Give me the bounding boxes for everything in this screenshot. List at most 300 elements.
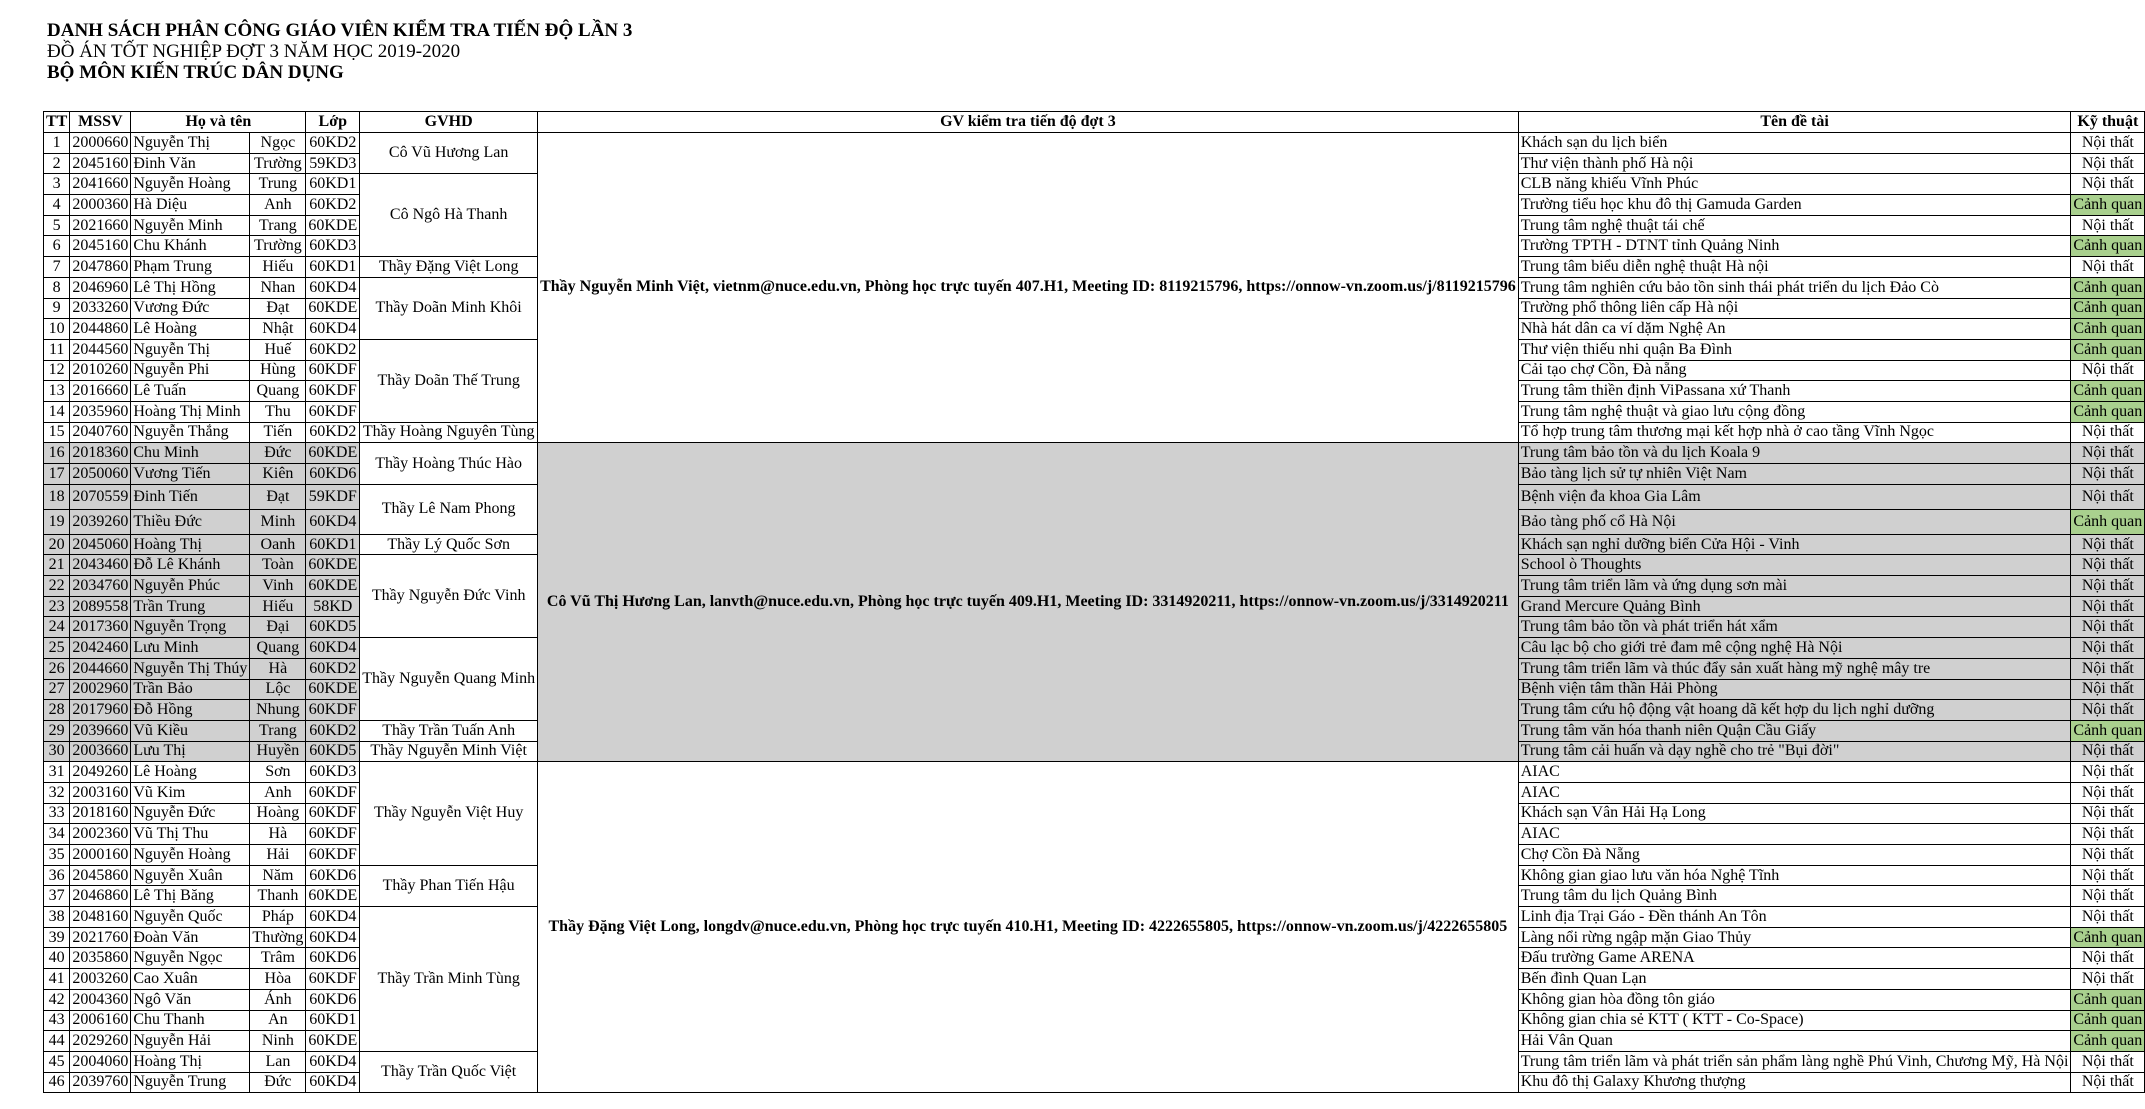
cell-lop: 60KD6 bbox=[306, 865, 360, 886]
cell-ky-thuat: Nội thất bbox=[2071, 782, 2145, 803]
cell-ten-de-tai: Thư viện thành phố Hà nội bbox=[1518, 153, 2071, 174]
cell-ky-thuat: Cảnh quan bbox=[2071, 401, 2145, 422]
cell-tt: 25 bbox=[44, 638, 70, 659]
cell-ten-de-tai: School ò Thoughts bbox=[1518, 555, 2071, 576]
cell-ky-thuat: Nội thất bbox=[2071, 886, 2145, 907]
cell-ten: Hùng bbox=[250, 360, 306, 381]
cell-lop: 60KD3 bbox=[306, 762, 360, 783]
cell-ky-thuat: Nội thất bbox=[2071, 596, 2145, 617]
cell-mssv: 2039760 bbox=[70, 1072, 131, 1093]
cell-ky-thuat: Nội thất bbox=[2071, 1051, 2145, 1072]
cell-ho: Đoàn Văn bbox=[131, 927, 250, 948]
cell-ten: Anh bbox=[250, 782, 306, 803]
cell-ten-de-tai: Trung tâm triển lãm và phát triển sản phẩm làng nghề Phú Vinh, Chương Mỹ, Hà Nội bbox=[1518, 1051, 2071, 1072]
cell-ky-thuat: Nội thất bbox=[2071, 1072, 2145, 1093]
title-line-3: BỘ MÔN KIẾN TRÚC DÂN DỤNG bbox=[47, 62, 344, 83]
cell-ho: Chu Thanh bbox=[131, 1010, 250, 1031]
cell-ho: Nguyễn Hoàng bbox=[131, 174, 250, 195]
cell-ten: Anh bbox=[250, 195, 306, 216]
cell-mssv: 2000660 bbox=[70, 133, 131, 154]
cell-ten: Hiếu bbox=[250, 596, 306, 617]
cell-tt: 30 bbox=[44, 741, 70, 762]
cell-tt: 28 bbox=[44, 700, 70, 721]
cell-lop: 60KDF bbox=[306, 845, 360, 866]
cell-lop: 60KD6 bbox=[306, 948, 360, 969]
cell-ten: Lộc bbox=[250, 679, 306, 700]
cell-ten-de-tai: Không gian hòa đồng tôn giáo bbox=[1518, 989, 2071, 1010]
cell-ho: Nguyễn Thị Thúy bbox=[131, 658, 250, 679]
cell-ho: Cao Xuân bbox=[131, 969, 250, 990]
cell-tt: 22 bbox=[44, 576, 70, 597]
cell-ten-de-tai: Bảo tàng lịch sử tự nhiên Việt Nam bbox=[1518, 464, 2071, 485]
cell-mssv: 2070559 bbox=[70, 484, 131, 509]
cell-mssv: 2000160 bbox=[70, 845, 131, 866]
cell-ten: Trâm bbox=[250, 948, 306, 969]
cell-ten: Hiếu bbox=[250, 257, 306, 278]
cell-lop: 60KD2 bbox=[306, 339, 360, 360]
cell-lop: 60KD2 bbox=[306, 422, 360, 443]
cell-gv-kiem-tra: Thầy Nguyễn Minh Việt, vietnm@nuce.edu.vn, Phòng học trực tuyến 407.H1, Meeting ID: 8119215796, https://onnow-vn.zoom.us/j/8119215796 bbox=[538, 133, 1519, 443]
cell-ten-de-tai: Trường TPTH - DTNT tỉnh Quảng Ninh bbox=[1518, 236, 2071, 257]
cell-tt: 36 bbox=[44, 865, 70, 886]
cell-ten: Nhật bbox=[250, 319, 306, 340]
cell-gvhd: Thầy Nguyễn Minh Việt bbox=[360, 741, 538, 762]
cell-ky-thuat: Cảnh quan bbox=[2071, 298, 2145, 319]
cell-ho: Lê Tuấn bbox=[131, 381, 250, 402]
header-tt: TT bbox=[44, 112, 70, 133]
cell-gvhd: Thầy Đặng Việt Long bbox=[360, 257, 538, 278]
cell-ten-de-tai: Nhà hát dân ca ví dặm Nghệ An bbox=[1518, 319, 2071, 340]
cell-ho: Vương Tiến bbox=[131, 464, 250, 485]
cell-ky-thuat: Nội thất bbox=[2071, 360, 2145, 381]
cell-mssv: 2021760 bbox=[70, 927, 131, 948]
cell-mssv: 2003660 bbox=[70, 741, 131, 762]
cell-lop: 60KD1 bbox=[306, 257, 360, 278]
title-block bbox=[47, 20, 632, 83]
cell-ho: Nguyễn Phúc bbox=[131, 576, 250, 597]
cell-ho: Đỗ Hồng bbox=[131, 700, 250, 721]
cell-ten-de-tai: Chợ Cồn Đà Nẵng bbox=[1518, 845, 2071, 866]
cell-ten-de-tai: Trung tâm thiền định ViPassana xứ Thanh bbox=[1518, 381, 2071, 402]
cell-mssv: 2004060 bbox=[70, 1051, 131, 1072]
cell-tt: 31 bbox=[44, 762, 70, 783]
cell-ten: Hà bbox=[250, 824, 306, 845]
cell-gv-kiem-tra: Cô Vũ Thị Hương Lan, lanvth@nuce.edu.vn, Phòng học trực tuyến 409.H1, Meeting ID: 3314920211, https://onnow-vn.zoom.us/j/3314920211 bbox=[538, 443, 1519, 762]
cell-ten: Đạt bbox=[250, 484, 306, 509]
cell-ten: Đức bbox=[250, 443, 306, 464]
cell-ho: Nguyễn Thắng bbox=[131, 422, 250, 443]
cell-ky-thuat: Nội thất bbox=[2071, 555, 2145, 576]
cell-ten-de-tai: Hải Vân Quan bbox=[1518, 1031, 2071, 1052]
cell-tt: 46 bbox=[44, 1072, 70, 1093]
cell-mssv: 2046960 bbox=[70, 277, 131, 298]
cell-ten-de-tai: Cải tạo chợ Cồn, Đà nẵng bbox=[1518, 360, 2071, 381]
cell-lop: 60KDE bbox=[306, 679, 360, 700]
cell-ten: Tiến bbox=[250, 422, 306, 443]
cell-mssv: 2000360 bbox=[70, 195, 131, 216]
cell-ho: Thiều Đức bbox=[131, 509, 250, 534]
cell-ten: Đại bbox=[250, 617, 306, 638]
cell-ky-thuat: Nội thất bbox=[2071, 576, 2145, 597]
cell-mssv: 2049260 bbox=[70, 762, 131, 783]
cell-mssv: 2006160 bbox=[70, 1010, 131, 1031]
cell-ten-de-tai: Grand Mercure Quảng Bình bbox=[1518, 596, 2071, 617]
cell-mssv: 2010260 bbox=[70, 360, 131, 381]
cell-ho: Nguyễn Đức bbox=[131, 803, 250, 824]
cell-ho: Nguyễn Ngọc bbox=[131, 948, 250, 969]
cell-ten: Trường bbox=[250, 153, 306, 174]
cell-ten-de-tai: Khu đô thị Galaxy Khương thượng bbox=[1518, 1072, 2071, 1093]
cell-ky-thuat: Nội thất bbox=[2071, 865, 2145, 886]
cell-mssv: 2017960 bbox=[70, 700, 131, 721]
cell-lop: 60KDF bbox=[306, 969, 360, 990]
cell-ky-thuat: Cảnh quan bbox=[2071, 381, 2145, 402]
table-row bbox=[44, 443, 2145, 464]
cell-ky-thuat: Nội thất bbox=[2071, 534, 2145, 555]
cell-tt: 2 bbox=[44, 153, 70, 174]
cell-ho: Vương Đức bbox=[131, 298, 250, 319]
cell-ho: Hà Diệu bbox=[131, 195, 250, 216]
cell-ten: Trang bbox=[250, 215, 306, 236]
cell-lop: 60KDF bbox=[306, 401, 360, 422]
cell-ten: Thường bbox=[250, 927, 306, 948]
cell-tt: 38 bbox=[44, 907, 70, 928]
cell-ten-de-tai: Trung tâm bảo tồn và du lịch Koala 9 bbox=[1518, 443, 2071, 464]
cell-gvhd: Thầy Trần Quốc Việt bbox=[360, 1051, 538, 1092]
cell-gvhd: Thầy Phan Tiến Hậu bbox=[360, 865, 538, 906]
cell-ho: Nguyễn Hải bbox=[131, 1031, 250, 1052]
cell-tt: 9 bbox=[44, 298, 70, 319]
cell-ten: Hải bbox=[250, 845, 306, 866]
cell-ten-de-tai: Khách sạn du lịch biển bbox=[1518, 133, 2071, 154]
cell-ky-thuat: Cảnh quan bbox=[2071, 927, 2145, 948]
cell-ky-thuat: Nội thất bbox=[2071, 907, 2145, 928]
cell-tt: 37 bbox=[44, 886, 70, 907]
cell-ho: Nguyễn Phi bbox=[131, 360, 250, 381]
cell-tt: 45 bbox=[44, 1051, 70, 1072]
cell-tt: 11 bbox=[44, 339, 70, 360]
cell-ho: Ngô Văn bbox=[131, 989, 250, 1010]
cell-tt: 21 bbox=[44, 555, 70, 576]
cell-ho: Hoàng Thị bbox=[131, 534, 250, 555]
cell-ten: Vinh bbox=[250, 576, 306, 597]
cell-ho: Lưu Thị bbox=[131, 741, 250, 762]
cell-lop: 60KDE bbox=[306, 555, 360, 576]
cell-lop: 60KDF bbox=[306, 803, 360, 824]
cell-lop: 60KDF bbox=[306, 824, 360, 845]
cell-ky-thuat: Cảnh quan bbox=[2071, 236, 2145, 257]
cell-ky-thuat: Nội thất bbox=[2071, 443, 2145, 464]
cell-lop: 60KD4 bbox=[306, 907, 360, 928]
cell-tt: 23 bbox=[44, 596, 70, 617]
cell-ten: Ngọc bbox=[250, 133, 306, 154]
cell-mssv: 2033260 bbox=[70, 298, 131, 319]
cell-mssv: 2039260 bbox=[70, 509, 131, 534]
cell-tt: 8 bbox=[44, 277, 70, 298]
cell-ho: Vũ Kiều bbox=[131, 720, 250, 741]
cell-ten-de-tai: Trường tiểu học khu đô thị Gamuda Garden bbox=[1518, 195, 2071, 216]
cell-tt: 3 bbox=[44, 174, 70, 195]
cell-ho: Nguyễn Trọng bbox=[131, 617, 250, 638]
cell-ten-de-tai: Không gian giao lưu văn hóa Nghệ Tĩnh bbox=[1518, 865, 2071, 886]
cell-tt: 4 bbox=[44, 195, 70, 216]
cell-lop: 60KDF bbox=[306, 700, 360, 721]
cell-ten-de-tai: Làng nổi rừng ngập mặn Giao Thủy bbox=[1518, 927, 2071, 948]
header-ky-thuat: Kỹ thuật bbox=[2071, 112, 2145, 133]
cell-ten: Hà bbox=[250, 658, 306, 679]
cell-ho: Lê Thị Băng bbox=[131, 886, 250, 907]
cell-tt: 27 bbox=[44, 679, 70, 700]
cell-gvhd: Cô Ngô Hà Thanh bbox=[360, 174, 538, 257]
cell-ky-thuat: Nội thất bbox=[2071, 215, 2145, 236]
cell-lop: 60KD2 bbox=[306, 133, 360, 154]
cell-tt: 35 bbox=[44, 845, 70, 866]
cell-tt: 20 bbox=[44, 534, 70, 555]
cell-ten-de-tai: Trung tâm nghiên cứu bảo tồn sinh thái phát triển du lịch Đảo Cò bbox=[1518, 277, 2071, 298]
cell-tt: 40 bbox=[44, 948, 70, 969]
cell-lop: 60KD4 bbox=[306, 277, 360, 298]
cell-mssv: 2089558 bbox=[70, 596, 131, 617]
cell-lop: 60KDF bbox=[306, 360, 360, 381]
cell-ten: Huế bbox=[250, 339, 306, 360]
cell-gvhd: Thầy Trần Minh Tùng bbox=[360, 907, 538, 1052]
cell-ten: Năm bbox=[250, 865, 306, 886]
cell-mssv: 2003160 bbox=[70, 782, 131, 803]
cell-ho: Vũ Kim bbox=[131, 782, 250, 803]
cell-mssv: 2040760 bbox=[70, 422, 131, 443]
cell-ky-thuat: Cảnh quan bbox=[2071, 195, 2145, 216]
cell-gvhd: Thầy Lê Nam Phong bbox=[360, 484, 538, 534]
cell-ten-de-tai: Tổ hợp trung tâm thương mại kết hợp nhà ở cao tầng Vĩnh Ngọc bbox=[1518, 422, 2071, 443]
cell-ten-de-tai: Trung tâm bảo tồn và phát triển hát xẩm bbox=[1518, 617, 2071, 638]
cell-lop: 60KD4 bbox=[306, 1051, 360, 1072]
cell-lop: 60KD6 bbox=[306, 989, 360, 1010]
cell-ho: Đinh Tiến bbox=[131, 484, 250, 509]
header-gvhd: GVHD bbox=[360, 112, 538, 133]
cell-ky-thuat: Nội thất bbox=[2071, 617, 2145, 638]
cell-tt: 18 bbox=[44, 484, 70, 509]
cell-ten: Sơn bbox=[250, 762, 306, 783]
cell-ho: Chu Khánh bbox=[131, 236, 250, 257]
cell-ten: Trung bbox=[250, 174, 306, 195]
cell-ten-de-tai: CLB năng khiếu Vĩnh Phúc bbox=[1518, 174, 2071, 195]
cell-ten: Quang bbox=[250, 638, 306, 659]
cell-ten-de-tai: Trường phổ thông liên cấp Hà nội bbox=[1518, 298, 2071, 319]
cell-ten-de-tai: Thư viện thiếu nhi quận Ba Đình bbox=[1518, 339, 2071, 360]
cell-gv-kiem-tra: Thầy Đặng Việt Long, longdv@nuce.edu.vn, Phòng học trực tuyến 410.H1, Meeting ID: 4222655805, https://onnow-vn.zoom.us/j/4222655805 bbox=[538, 762, 1519, 1093]
cell-mssv: 2044660 bbox=[70, 658, 131, 679]
cell-tt: 6 bbox=[44, 236, 70, 257]
cell-gvhd: Thầy Nguyễn Quang Minh bbox=[360, 638, 538, 721]
cell-gvhd: Thầy Hoàng Thúc Hào bbox=[360, 443, 538, 484]
cell-mssv: 2045860 bbox=[70, 865, 131, 886]
cell-ky-thuat: Nội thất bbox=[2071, 948, 2145, 969]
cell-lop: 60KD1 bbox=[306, 174, 360, 195]
cell-ky-thuat: Nội thất bbox=[2071, 824, 2145, 845]
cell-ho: Hoàng Thị bbox=[131, 1051, 250, 1072]
cell-ten: Đạt bbox=[250, 298, 306, 319]
cell-ho: Lê Hoàng bbox=[131, 762, 250, 783]
cell-ten-de-tai: AIAC bbox=[1518, 762, 2071, 783]
cell-ten: Toàn bbox=[250, 555, 306, 576]
cell-mssv: 2018160 bbox=[70, 803, 131, 824]
cell-mssv: 2002960 bbox=[70, 679, 131, 700]
cell-tt: 24 bbox=[44, 617, 70, 638]
assignment-table bbox=[43, 111, 2145, 1093]
cell-ten-de-tai: Bệnh viện đa khoa Gia Lâm bbox=[1518, 484, 2071, 509]
cell-lop: 60KDE bbox=[306, 576, 360, 597]
cell-mssv: 2046860 bbox=[70, 886, 131, 907]
cell-ky-thuat: Cảnh quan bbox=[2071, 319, 2145, 340]
cell-mssv: 2044860 bbox=[70, 319, 131, 340]
cell-ky-thuat: Cảnh quan bbox=[2071, 1031, 2145, 1052]
cell-ten-de-tai: Trung tâm triển lãm và ứng dụng sơn mài bbox=[1518, 576, 2071, 597]
cell-ky-thuat: Nội thất bbox=[2071, 133, 2145, 154]
cell-ten: Trang bbox=[250, 720, 306, 741]
cell-lop: 60KD5 bbox=[306, 741, 360, 762]
cell-ho: Nguyễn Quốc bbox=[131, 907, 250, 928]
cell-ky-thuat: Nội thất bbox=[2071, 762, 2145, 783]
cell-tt: 33 bbox=[44, 803, 70, 824]
cell-lop: 60KD4 bbox=[306, 319, 360, 340]
cell-gvhd: Thầy Nguyễn Đức Vinh bbox=[360, 555, 538, 638]
cell-ten-de-tai: Bến đình Quan Lạn bbox=[1518, 969, 2071, 990]
cell-ten: Oanh bbox=[250, 534, 306, 555]
table-row bbox=[44, 133, 2145, 154]
cell-mssv: 2034760 bbox=[70, 576, 131, 597]
cell-ten: Ánh bbox=[250, 989, 306, 1010]
cell-ten-de-tai: Trung tâm nghệ thuật và giao lưu cộng đồng bbox=[1518, 401, 2071, 422]
cell-ten-de-tai: Trung tâm văn hóa thanh niên Quận Cầu Giấy bbox=[1518, 720, 2071, 741]
cell-ten: Pháp bbox=[250, 907, 306, 928]
cell-tt: 29 bbox=[44, 720, 70, 741]
cell-ky-thuat: Nội thất bbox=[2071, 803, 2145, 824]
cell-tt: 13 bbox=[44, 381, 70, 402]
cell-ten: Huyền bbox=[250, 741, 306, 762]
cell-tt: 41 bbox=[44, 969, 70, 990]
cell-ho: Hoàng Thị Minh bbox=[131, 401, 250, 422]
cell-ten: Hòa bbox=[250, 969, 306, 990]
cell-gvhd: Thầy Doãn Minh Khôi bbox=[360, 277, 538, 339]
cell-gvhd: Thầy Nguyễn Việt Huy bbox=[360, 762, 538, 865]
cell-ky-thuat: Nội thất bbox=[2071, 845, 2145, 866]
cell-ky-thuat: Cảnh quan bbox=[2071, 509, 2145, 534]
cell-ten: Ninh bbox=[250, 1031, 306, 1052]
cell-tt: 19 bbox=[44, 509, 70, 534]
cell-gvhd: Thầy Hoàng Nguyên Tùng bbox=[360, 422, 538, 443]
cell-ky-thuat: Cảnh quan bbox=[2071, 277, 2145, 298]
cell-lop: 60KDE bbox=[306, 1031, 360, 1052]
cell-lop: 60KD2 bbox=[306, 720, 360, 741]
cell-lop: 60KD1 bbox=[306, 534, 360, 555]
cell-lop: 60KDF bbox=[306, 782, 360, 803]
cell-tt: 5 bbox=[44, 215, 70, 236]
cell-ten-de-tai: Trung tâm cứu hộ động vật hoang dã kết hợp du lịch nghỉ dưỡng bbox=[1518, 700, 2071, 721]
cell-ky-thuat: Nội thất bbox=[2071, 741, 2145, 762]
cell-ho: Trần Trung bbox=[131, 596, 250, 617]
cell-mssv: 2039660 bbox=[70, 720, 131, 741]
cell-mssv: 2044560 bbox=[70, 339, 131, 360]
cell-tt: 26 bbox=[44, 658, 70, 679]
cell-tt: 14 bbox=[44, 401, 70, 422]
cell-mssv: 2018360 bbox=[70, 443, 131, 464]
cell-mssv: 2041660 bbox=[70, 174, 131, 195]
cell-ten: Trường bbox=[250, 236, 306, 257]
cell-ky-thuat: Nội thất bbox=[2071, 153, 2145, 174]
cell-ky-thuat: Nội thất bbox=[2071, 969, 2145, 990]
cell-ky-thuat: Nội thất bbox=[2071, 658, 2145, 679]
cell-ho: Chu Minh bbox=[131, 443, 250, 464]
cell-ten-de-tai: AIAC bbox=[1518, 782, 2071, 803]
cell-ten: An bbox=[250, 1010, 306, 1031]
cell-lop: 60KD6 bbox=[306, 464, 360, 485]
cell-ten: Minh bbox=[250, 509, 306, 534]
cell-tt: 42 bbox=[44, 989, 70, 1010]
cell-lop: 59KDF bbox=[306, 484, 360, 509]
cell-ky-thuat: Nội thất bbox=[2071, 257, 2145, 278]
cell-tt: 16 bbox=[44, 443, 70, 464]
cell-ten-de-tai: Bệnh viện tâm thần Hải Phòng bbox=[1518, 679, 2071, 700]
cell-tt: 34 bbox=[44, 824, 70, 845]
cell-gvhd: Thầy Doãn Thế Trung bbox=[360, 339, 538, 422]
cell-ten-de-tai: Trung tâm du lịch Quảng Bình bbox=[1518, 886, 2071, 907]
cell-ho: Nguyễn Thị bbox=[131, 133, 250, 154]
cell-tt: 43 bbox=[44, 1010, 70, 1031]
cell-ho: Đỗ Lê Khánh bbox=[131, 555, 250, 576]
cell-lop: 60KD4 bbox=[306, 927, 360, 948]
cell-ten-de-tai: Trung tâm triển lãm và thúc đẩy sản xuất hàng mỹ nghệ mây tre bbox=[1518, 658, 2071, 679]
cell-mssv: 2042460 bbox=[70, 638, 131, 659]
cell-ky-thuat: Nội thất bbox=[2071, 700, 2145, 721]
cell-lop: 60KD4 bbox=[306, 1072, 360, 1093]
cell-ky-thuat: Cảnh quan bbox=[2071, 339, 2145, 360]
cell-ten-de-tai: Trung tâm biểu diễn nghệ thuật Hà nội bbox=[1518, 257, 2071, 278]
cell-mssv: 2029260 bbox=[70, 1031, 131, 1052]
cell-gvhd: Thầy Trần Tuấn Anh bbox=[360, 720, 538, 741]
cell-ky-thuat: Cảnh quan bbox=[2071, 989, 2145, 1010]
cell-ten-de-tai: Trung tâm cải huấn và dạy nghề cho trẻ "Bụi đời" bbox=[1518, 741, 2071, 762]
cell-tt: 10 bbox=[44, 319, 70, 340]
cell-tt: 7 bbox=[44, 257, 70, 278]
cell-ten-de-tai: Không gian chia sẻ KTT ( KTT - Co-Space) bbox=[1518, 1010, 2071, 1031]
cell-ten: Quang bbox=[250, 381, 306, 402]
cell-mssv: 2045160 bbox=[70, 153, 131, 174]
cell-ho: Nguyễn Trung bbox=[131, 1072, 250, 1093]
cell-lop: 60KD1 bbox=[306, 1010, 360, 1031]
cell-ten: Nhan bbox=[250, 277, 306, 298]
cell-ten: Kiên bbox=[250, 464, 306, 485]
title-line-2: ĐỒ ÁN TỐT NGHIỆP ĐỢT 3 NĂM HỌC 2019-2020 bbox=[47, 41, 461, 62]
cell-ho: Nguyễn Thị bbox=[131, 339, 250, 360]
cell-lop: 60KD2 bbox=[306, 195, 360, 216]
cell-mssv: 2035860 bbox=[70, 948, 131, 969]
cell-ten: Thu bbox=[250, 401, 306, 422]
cell-ky-thuat: Nội thất bbox=[2071, 679, 2145, 700]
cell-ho: Lê Hoàng bbox=[131, 319, 250, 340]
cell-lop: 60KDF bbox=[306, 381, 360, 402]
cell-tt: 12 bbox=[44, 360, 70, 381]
cell-tt: 44 bbox=[44, 1031, 70, 1052]
cell-mssv: 2043460 bbox=[70, 555, 131, 576]
cell-ten-de-tai: Bảo tàng phố cổ Hà Nội bbox=[1518, 509, 2071, 534]
cell-ky-thuat: Nội thất bbox=[2071, 484, 2145, 509]
cell-ho: Đinh Văn bbox=[131, 153, 250, 174]
cell-ten-de-tai: Khách sạn Vân Hải Hạ Long bbox=[1518, 803, 2071, 824]
cell-lop: 60KDE bbox=[306, 298, 360, 319]
title-line-1: DANH SÁCH PHÂN CÔNG GIÁO VIÊN KIỂM TRA TIẾN ĐỘ LẦN 3 bbox=[47, 20, 633, 41]
cell-mssv: 2035960 bbox=[70, 401, 131, 422]
cell-tt: 39 bbox=[44, 927, 70, 948]
